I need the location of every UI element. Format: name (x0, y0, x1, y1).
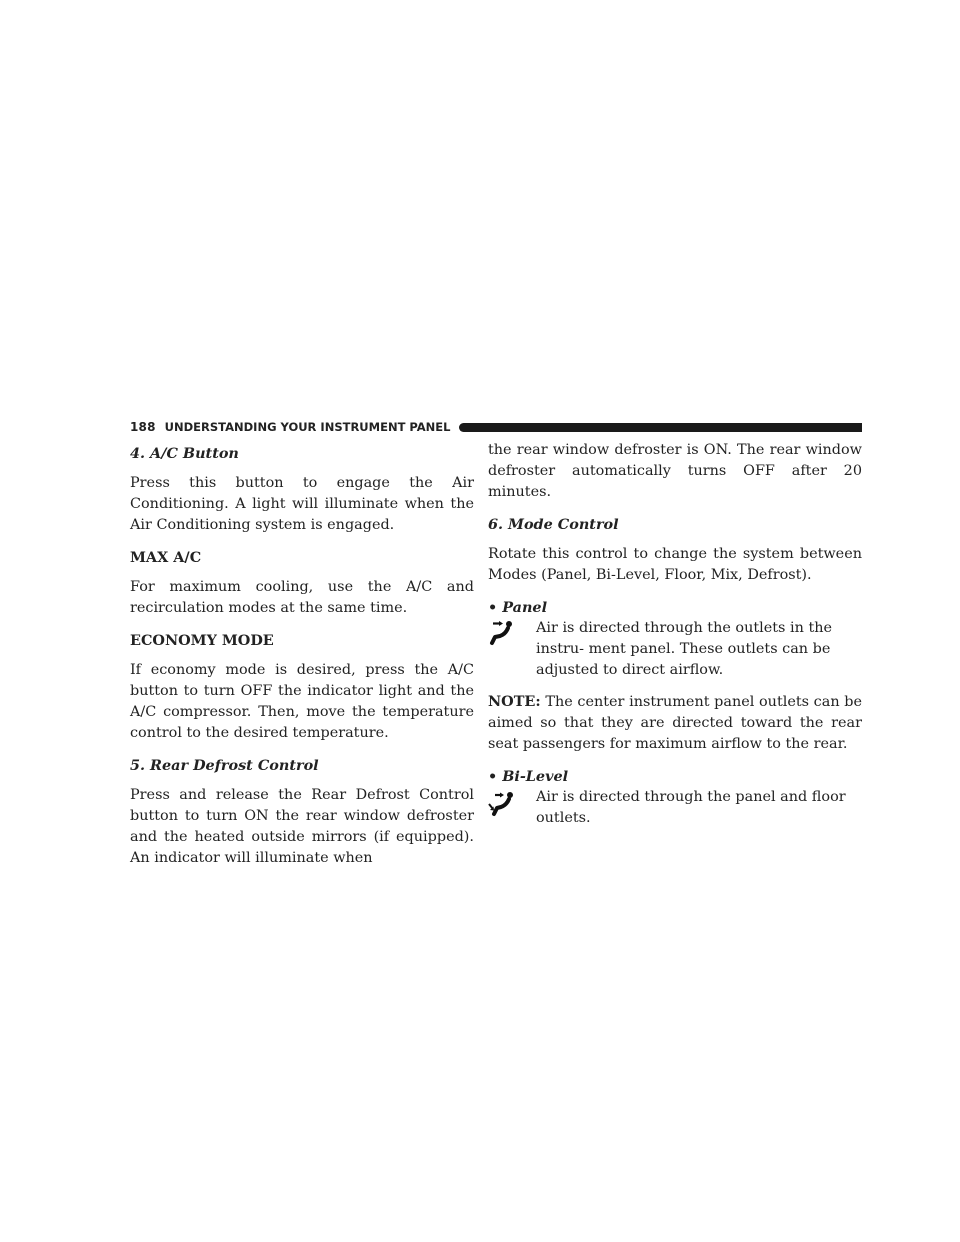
bi-level-mode-row (488, 787, 862, 829)
bi-level-label: Bi-Level (502, 768, 569, 785)
mode-control-heading: 6. Mode Control (488, 516, 619, 533)
note-label: NOTE: (488, 693, 541, 710)
page-number: 188 (130, 420, 156, 434)
panel-label: Panel (502, 599, 548, 616)
max-ac-body: For maximum cooling, use the A/C and recirculation modes at the same time. (130, 579, 474, 616)
panel-mode-body: Air is directed through the outlets in the instru- ment panel. These outlets can be adjusted to direct airflow. (536, 620, 833, 678)
header-rule (459, 423, 863, 432)
mode-control-body: Rotate this control to change the system between Modes (Panel, Bi-Level, Floor, Mix, Defrost). (488, 546, 862, 583)
section-title: UNDERSTANDING YOUR INSTRUMENT PANEL (164, 420, 451, 434)
right-column (488, 440, 862, 839)
bi-level-mode-body: Air is directed through the panel and floor outlets. (536, 789, 846, 826)
bi-level-mode-icon (488, 787, 536, 824)
panel-mode-row (488, 618, 862, 681)
economy-mode-heading: ECONOMY MODE (130, 632, 274, 649)
page-header (130, 419, 862, 435)
ac-button-body: Press this button to engage the Air Conditioning. A light will illuminate when the Air Conditioning system is engaged. (130, 475, 474, 533)
note-paragraph (488, 691, 862, 755)
rear-defrost-heading: 5. Rear Defrost Control (130, 757, 319, 774)
ac-button-heading: 4. A/C Button (130, 445, 239, 462)
rear-defrost-continued: the rear window defroster is ON. The rear window defroster automatically turns OFF after 20 minutes. (488, 442, 862, 500)
rear-defrost-body: Press and release the Rear Defrost Control button to turn ON the rear window defroster and the heated outside mirrors (if equipped). An indicator will illuminate when (130, 787, 474, 866)
left-column (130, 440, 474, 880)
note-body: The center instrument panel outlets can be aimed so that they are directed toward the rear seat passengers for maximum airflow to the rear. (488, 694, 862, 752)
bullet-dot: • (488, 599, 498, 616)
panel-mode-icon (488, 618, 536, 653)
bi-level-bullet (488, 766, 862, 787)
panel-bullet (488, 597, 862, 618)
economy-mode-body: If economy mode is desired, press the A/C button to turn OFF the indicator light and the A/C compressor. Then, move the temperature control to the desired temperature. (130, 662, 474, 741)
bullet-dot: • (488, 768, 498, 785)
max-ac-heading: MAX A/C (130, 549, 202, 566)
